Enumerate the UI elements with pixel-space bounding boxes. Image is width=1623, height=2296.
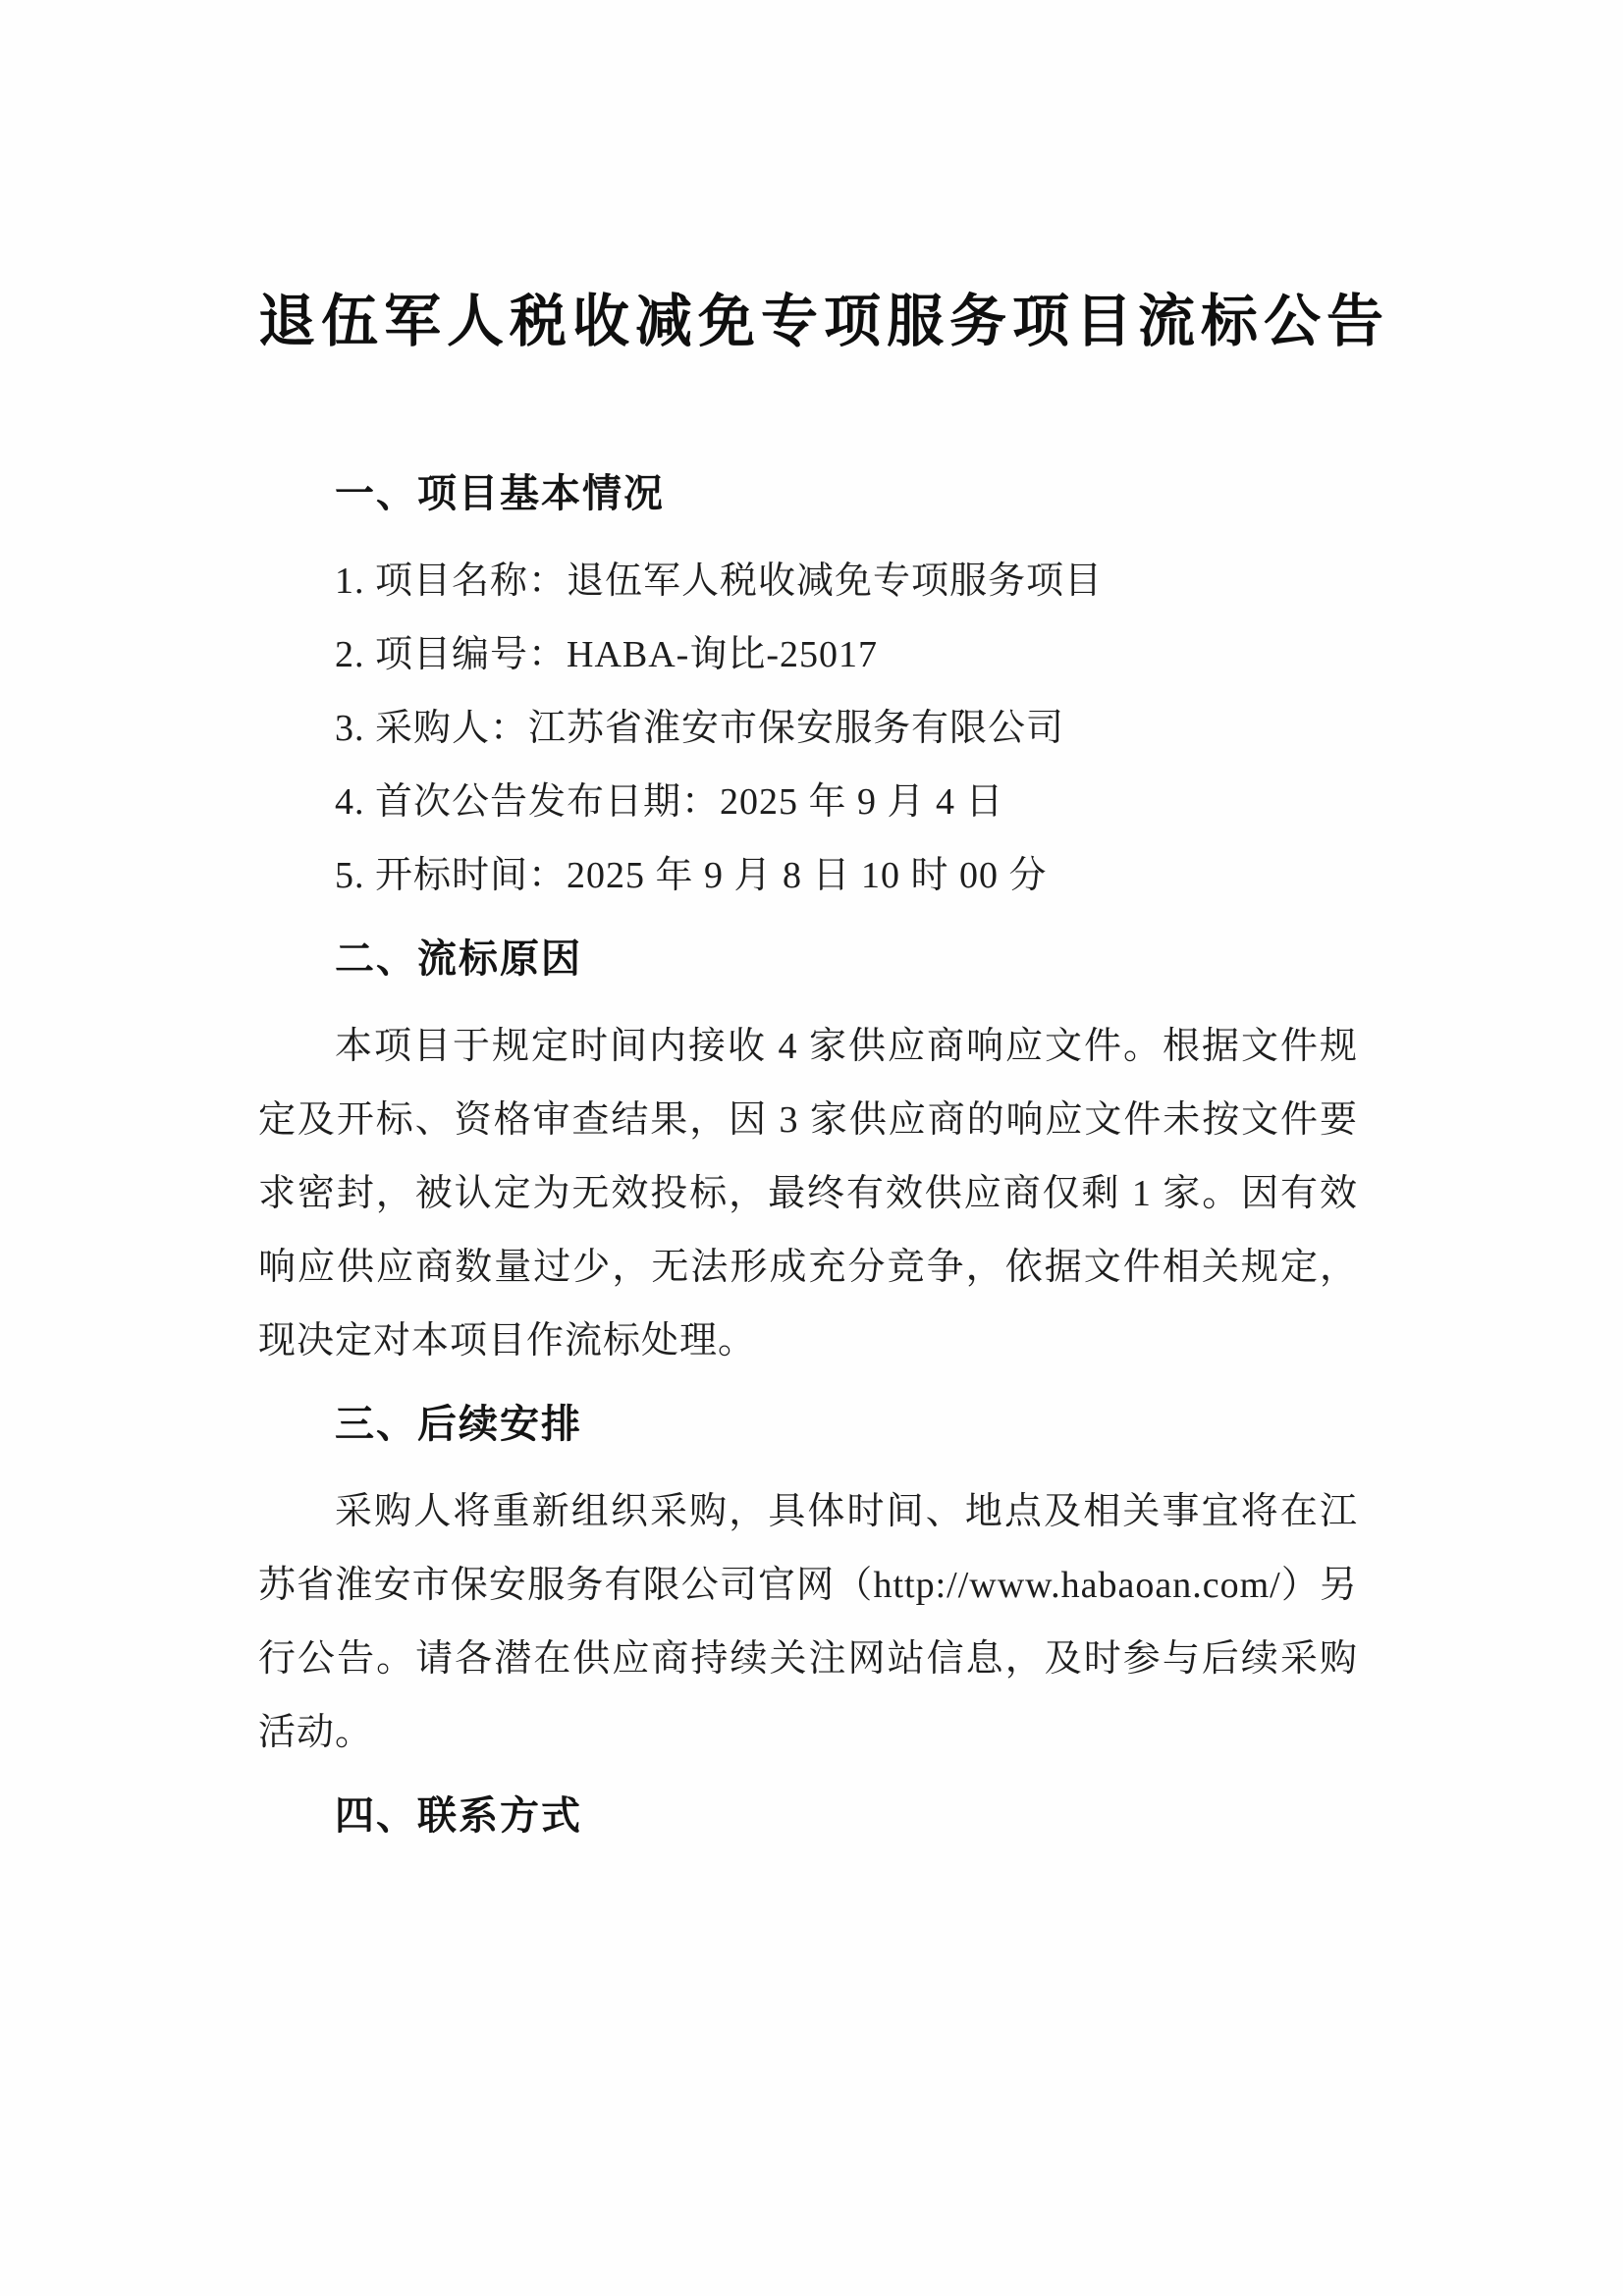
list-item-purchaser: 3. 采购人：江苏省淮安市保安服务有限公司 bbox=[335, 708, 1065, 749]
section-1-heading: 一、项目基本情况 bbox=[335, 472, 665, 515]
list-item-first-announcement-date: 4. 首次公告发布日期：2025 年 9 月 4 日 bbox=[335, 781, 1004, 823]
project-info-list bbox=[258, 545, 1358, 913]
document-title: 退伍军人税收减免专项服务项目流标公告 bbox=[258, 290, 1390, 353]
section-3-heading: 三、后续安排 bbox=[335, 1403, 582, 1446]
failure-reason-paragraph: 本项目于规定时间内接收 4 家供应商响应文件。根据文件规定及开标、资格审查结果，因 3 家供应商的响应文件未按文件要求密封，被认定为无效投标，最终有效供应商仅剩 1 家。因有效响应供应商数量过少，无法形成充分竞争，依据文件相关规定，现决定对本项目作流标处理。 bbox=[258, 1026, 1358, 1362]
list-item-project-number: 2. 项目编号：HABA-询比-25017 bbox=[335, 634, 878, 675]
section-failure-reason bbox=[258, 923, 1358, 1378]
list-item-project-name: 1. 项目名称：退伍军人税收减免专项服务项目 bbox=[335, 561, 1104, 602]
section-follow-up-arrangement bbox=[258, 1388, 1358, 1770]
section-contact-info bbox=[258, 1780, 1358, 1853]
section-4-heading: 四、联系方式 bbox=[335, 1794, 582, 1838]
follow-up-paragraph: 采购人将重新组织采购，具体时间、地点及相关事宜将在江苏省淮安市保安服务有限公司官网（http://www.habaoan.com/）另行公告。请各潜在供应商持续关注网站信息，及时参与后续采购活动。 bbox=[258, 1491, 1358, 1753]
section-2-heading: 二、流标原因 bbox=[335, 937, 582, 981]
section-project-basic-info bbox=[258, 457, 1358, 913]
list-item-bid-opening-time: 5. 开标时间：2025 年 9 月 8 日 10 时 00 分 bbox=[335, 855, 1048, 896]
